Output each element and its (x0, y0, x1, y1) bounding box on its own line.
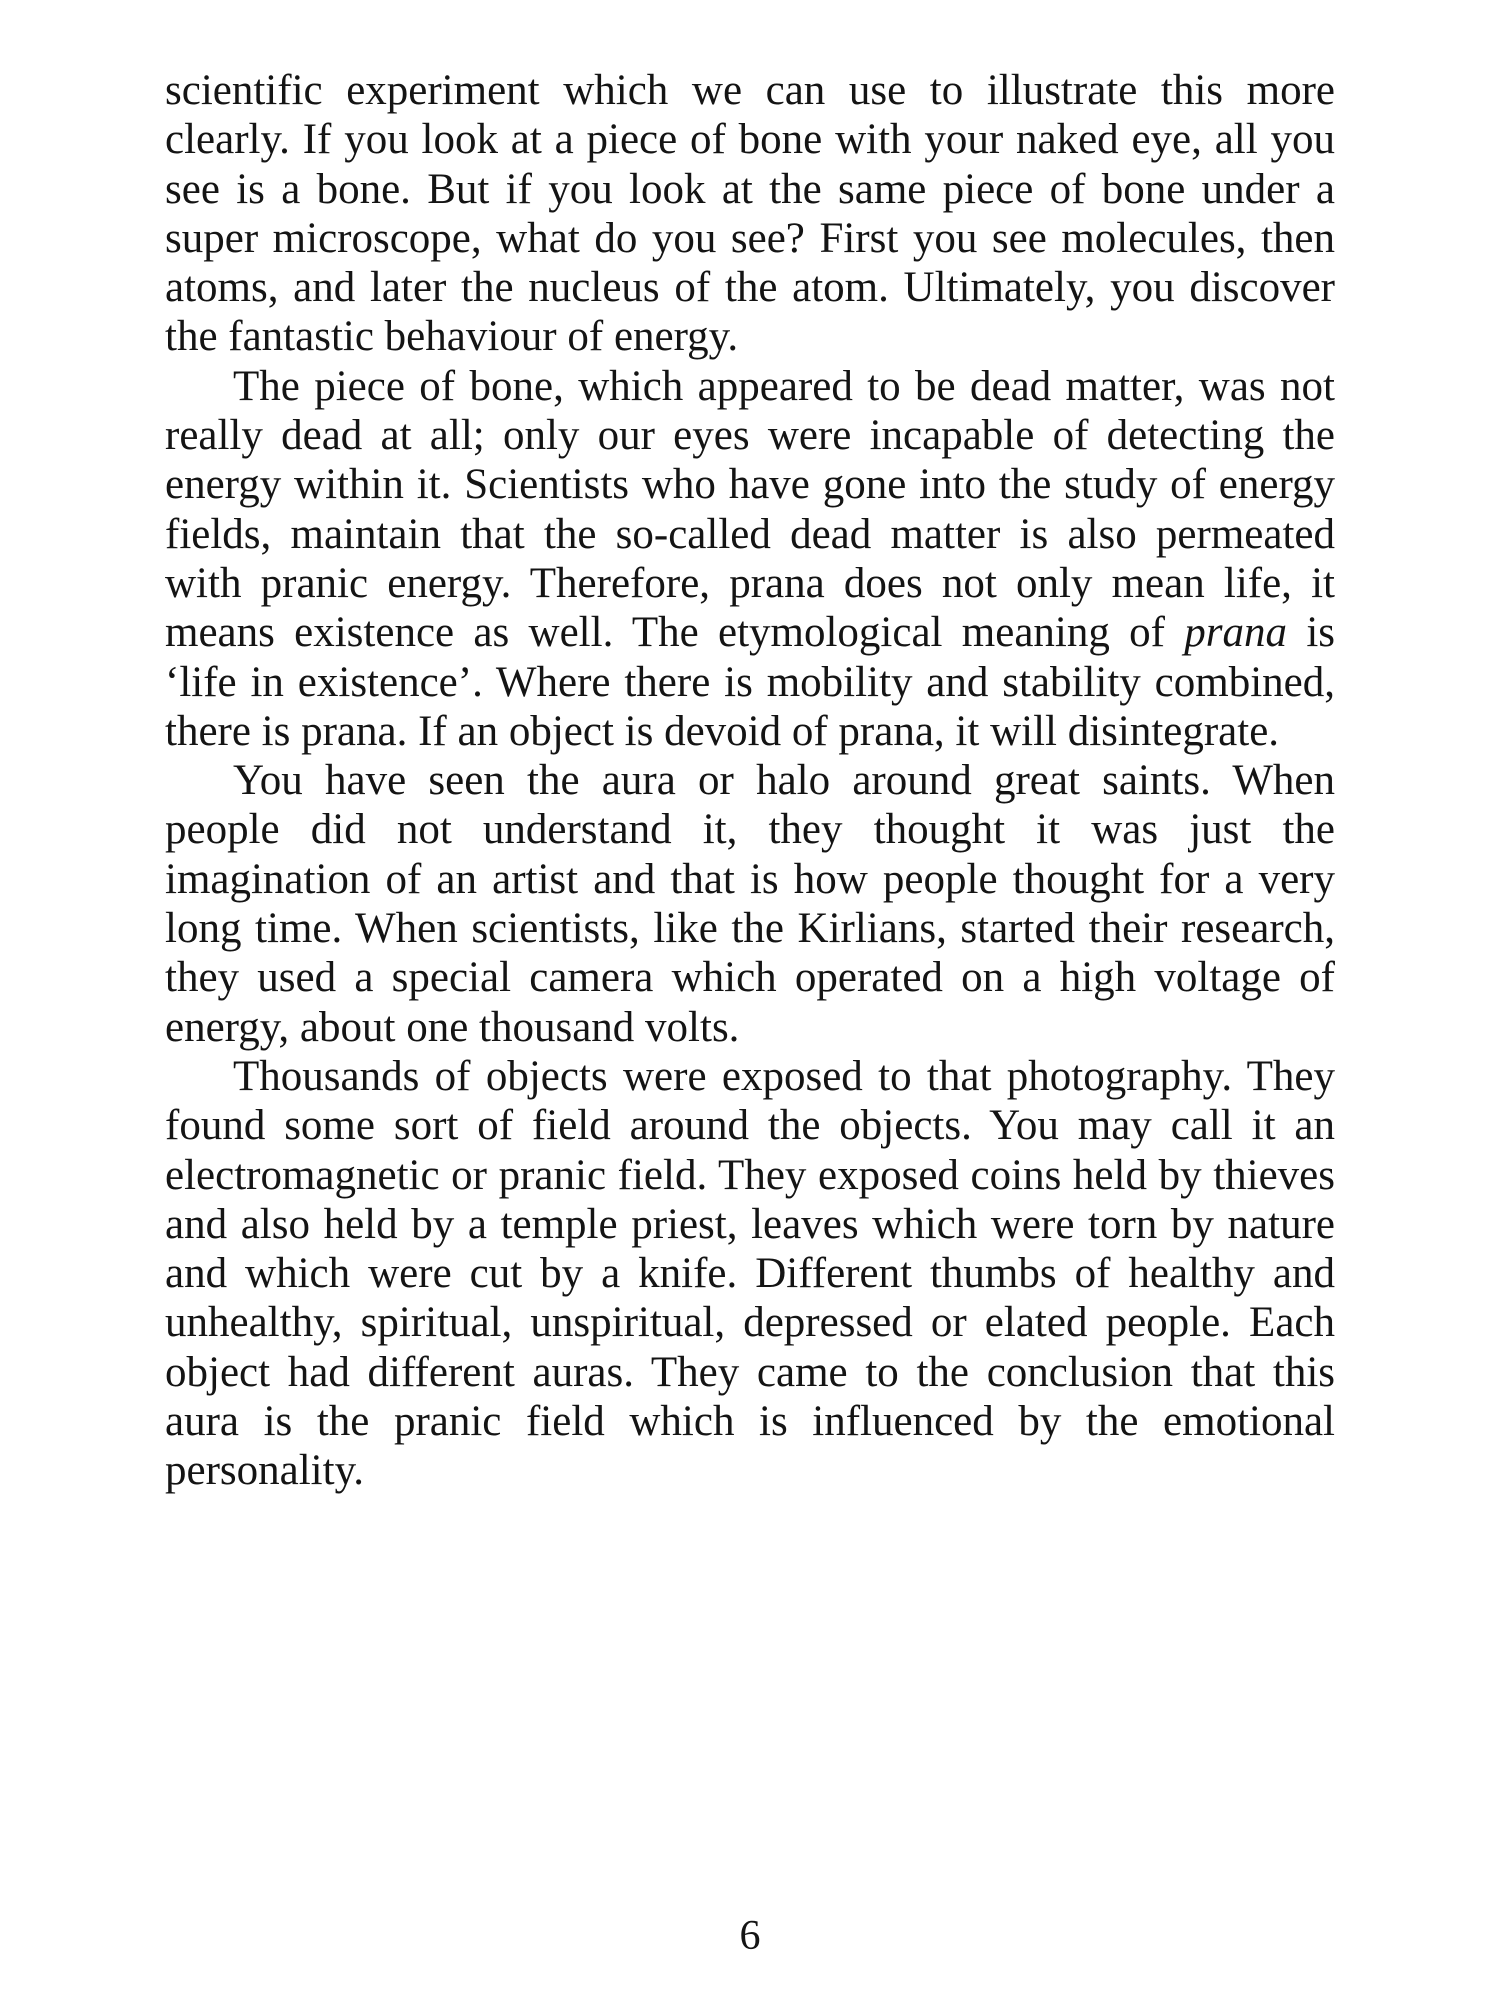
paragraph-3: You have seen the aura or halo around great saints. When people did not understand it, they thought it was just the imagination of an artist and that is how people thought for a very long time. When scientists, like the Kirlians, started their research, they used a special camera which operated on a high voltage of energy, about one thousand volts. (165, 757, 1335, 1051)
paragraph-2-text-before: The piece of bone, which appeared to be dead matter, was not really dead at all; only our eyes were incapable of detecting the energy within it. Scientists who have gone into the study of energy fields, maintain that the so-called dead matter is also permeated with pranic energy. Therefore, prana does not only mean life, it means existence as well. The etymological meaning of (165, 362, 1335, 657)
body-text (165, 66, 1335, 1496)
italic-term-prana: prana (1184, 609, 1288, 657)
paragraph-2 (165, 362, 1335, 756)
paragraph-2-text-after: is ‘life in existence’. Where there is mobility and stability combined, there is prana. If an object is devoid of prana, it will disintegrate. (165, 609, 1335, 755)
page-number: 6 (739, 1913, 761, 1959)
paragraph-4: Thousands of objects were exposed to that photography. They found some sort of field around the objects. You may call it an electromagnetic or pranic field. They exposed coins held by thieves and also held by a temple priest, leaves which were torn by nature and which were cut by a knife. Different thumbs of healthy and unhealthy, spiritual, unspiritual, depressed or elated people. Each object had different auras. They came to the conclusion that this aura is the pranic field which is influenced by the emotional personality. (165, 1052, 1335, 1495)
paragraph-1: scientific experiment which we can use to illustrate this more clearly. If you look at a piece of bone with your naked eye, all you see is a bone. But if you look at the same piece of bone under a super microscope, what do you see? First you see molecules, then atoms, and later the nucleus of the atom. Ultimately, you discover the fantastic behaviour of energy. (165, 67, 1335, 361)
